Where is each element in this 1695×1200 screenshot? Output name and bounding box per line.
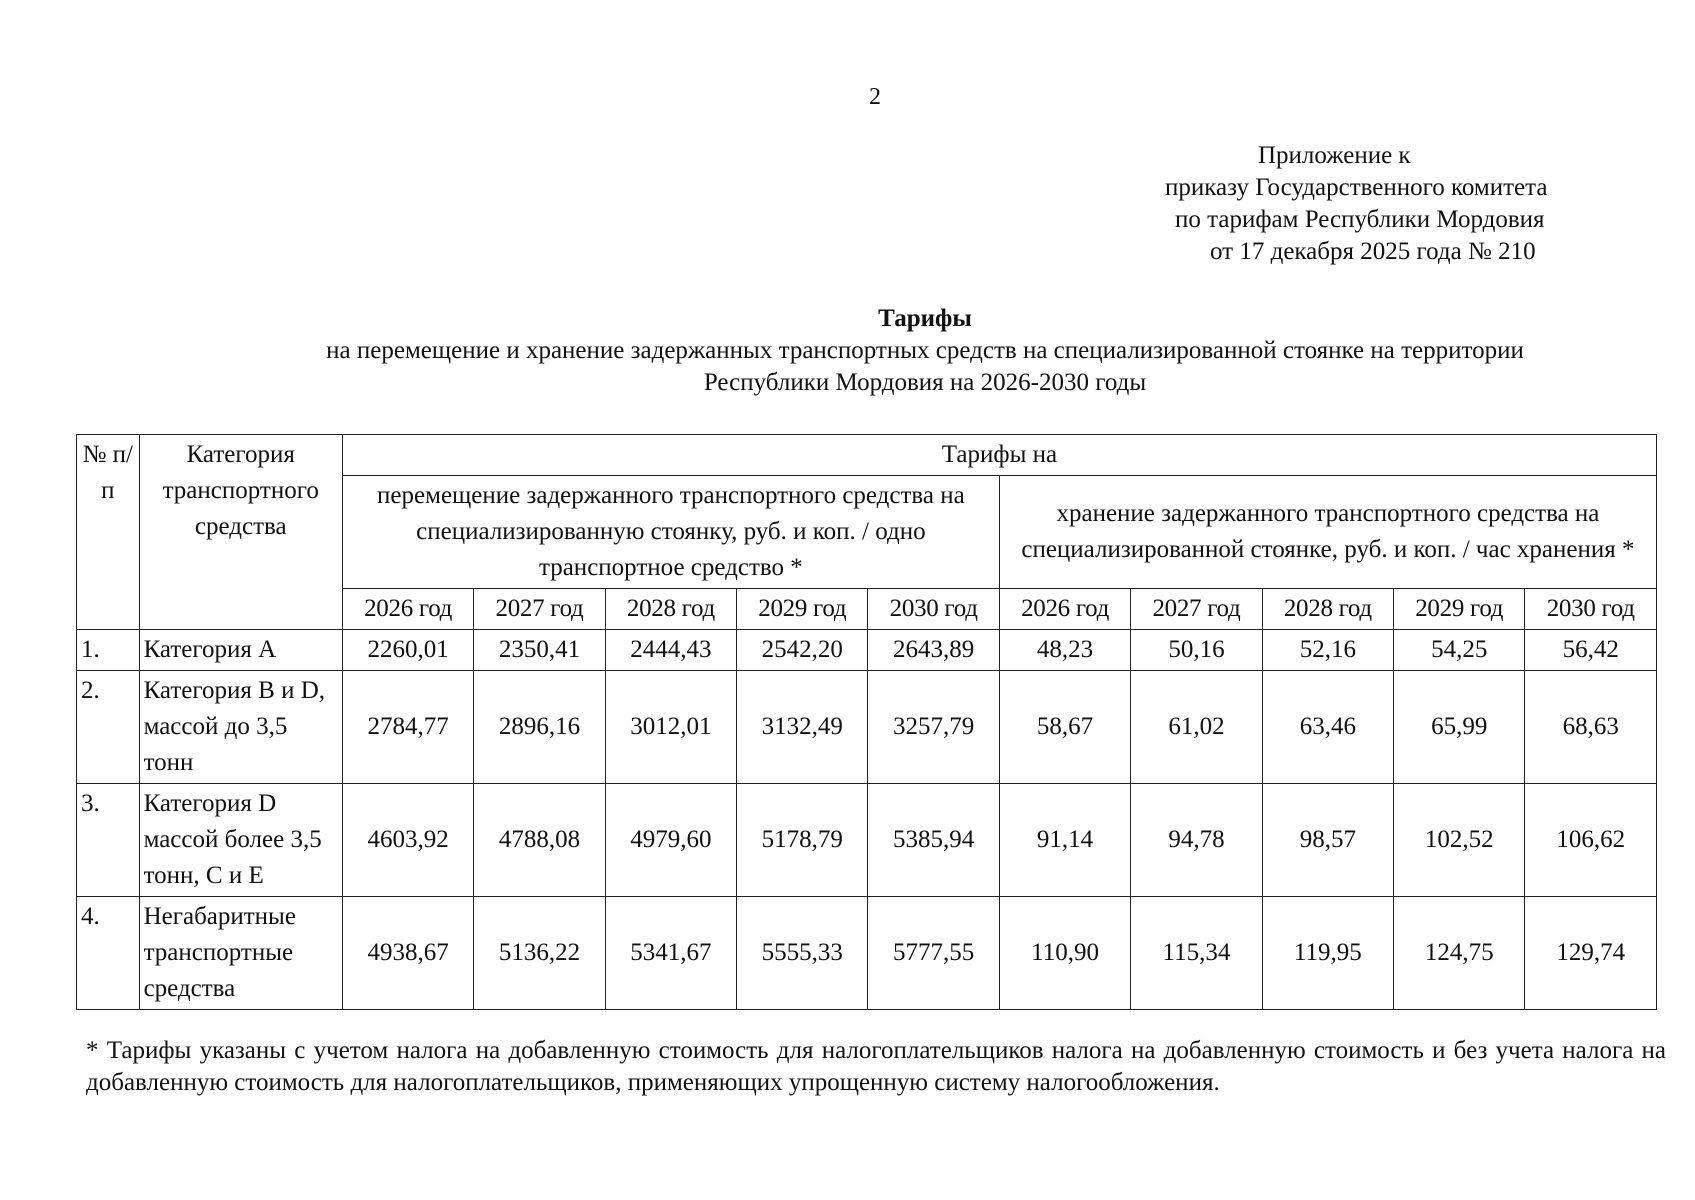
appendix-line: Приложение к	[1258, 142, 1411, 169]
moving-cell: 3012,01	[605, 671, 736, 784]
storage-cell: 98,57	[1262, 784, 1393, 897]
moving-cell: 5555,33	[737, 897, 868, 1010]
appendix-line: приказу Государственного комитета	[1165, 174, 1548, 201]
appendix-block	[1120, 140, 1640, 268]
header-year: 2030 год	[1525, 589, 1657, 630]
document-title	[230, 303, 1620, 399]
header-year: 2029 год	[737, 589, 868, 630]
moving-cell: 2896,16	[474, 671, 605, 784]
row-num: 1.	[77, 630, 140, 671]
page-number: 2	[869, 84, 881, 110]
moving-cell: 4979,60	[605, 784, 736, 897]
header-year: 2028 год	[605, 589, 736, 630]
storage-cell: 65,99	[1394, 671, 1525, 784]
row-num: 4.	[77, 897, 140, 1010]
table-row	[77, 784, 1657, 897]
storage-cell: 129,74	[1525, 897, 1657, 1010]
header-year: 2027 год	[474, 589, 605, 630]
moving-cell: 4603,92	[342, 784, 473, 897]
table-row	[77, 630, 1657, 671]
storage-cell: 91,14	[999, 784, 1130, 897]
moving-cell: 5341,67	[605, 897, 736, 1010]
title-heading: Тарифы	[878, 305, 972, 332]
moving-cell: 5777,55	[868, 897, 999, 1010]
appendix-line: по тарифам Республики Мордовия	[1175, 206, 1545, 233]
row-category: Категория В и D, массой до 3,5 тонн	[139, 671, 342, 784]
moving-cell: 5178,79	[737, 784, 868, 897]
header-storage: хранение задержанного транспортного средства на специализированной стоянке, руб. и коп. / час хранения *	[999, 476, 1656, 589]
header-year: 2027 год	[1131, 589, 1262, 630]
moving-cell: 2260,01	[342, 630, 473, 671]
row-num: 3.	[77, 784, 140, 897]
moving-cell: 5385,94	[868, 784, 999, 897]
storage-cell: 63,46	[1262, 671, 1393, 784]
storage-cell: 50,16	[1131, 630, 1262, 671]
header-category: Категория транспортного средства	[139, 435, 342, 630]
storage-cell: 119,95	[1262, 897, 1393, 1010]
table-row	[77, 897, 1657, 1010]
tariff-table	[76, 434, 1657, 1010]
header-moving: перемещение задержанного транспортного средства на специализированную стоянку, руб. и коп. / одно транспортное средство *	[342, 476, 999, 589]
row-num: 2.	[77, 671, 140, 784]
moving-cell: 2643,89	[868, 630, 999, 671]
moving-cell: 2542,20	[737, 630, 868, 671]
table-row	[77, 671, 1657, 784]
header-num: № п/п	[77, 435, 140, 630]
title-line: Республики Мордовия на 2026-2030 годы	[703, 369, 1147, 396]
storage-cell: 68,63	[1525, 671, 1657, 784]
storage-cell: 54,25	[1394, 630, 1525, 671]
header-year: 2028 год	[1262, 589, 1393, 630]
row-category: Негабаритные транспортные средства	[139, 897, 342, 1010]
storage-cell: 61,02	[1131, 671, 1262, 784]
header-year: 2029 год	[1394, 589, 1525, 630]
moving-cell: 3132,49	[737, 671, 868, 784]
storage-cell: 110,90	[999, 897, 1130, 1010]
storage-cell: 106,62	[1525, 784, 1657, 897]
moving-cell: 4788,08	[474, 784, 605, 897]
header-year: 2030 год	[868, 589, 999, 630]
storage-cell: 94,78	[1131, 784, 1262, 897]
header-row	[77, 435, 1657, 476]
row-category: Категория D массой более 3,5 тонн, С и Е	[139, 784, 342, 897]
header-tariffs-on: Тарифы на	[342, 435, 1656, 476]
moving-cell: 5136,22	[474, 897, 605, 1010]
footnote: * Тарифы указаны с учетом налога на добавленную стоимость для налогоплательщиков налога на добавленную стоимость и без учета налога на добавленную стоимость для налогоплательщиков, применяющих упрощенную систему налогообложения.	[86, 1037, 1666, 1096]
header-year: 2026 год	[999, 589, 1130, 630]
row-category: Категория А	[139, 630, 342, 671]
moving-cell: 3257,79	[868, 671, 999, 784]
storage-cell: 48,23	[999, 630, 1130, 671]
storage-cell: 102,52	[1394, 784, 1525, 897]
title-line: на перемещение и хранение задержанных транспортных средств на специализированной стоянке на территории	[326, 337, 1524, 364]
moving-cell: 2350,41	[474, 630, 605, 671]
moving-cell: 2444,43	[605, 630, 736, 671]
storage-cell: 52,16	[1262, 630, 1393, 671]
moving-cell: 2784,77	[342, 671, 473, 784]
moving-cell: 4938,67	[342, 897, 473, 1010]
storage-cell: 56,42	[1525, 630, 1657, 671]
storage-cell: 58,67	[999, 671, 1130, 784]
storage-cell: 115,34	[1131, 897, 1262, 1010]
header-year: 2026 год	[342, 589, 473, 630]
appendix-line: от 17 декабря 2025 года № 210	[1210, 238, 1536, 265]
storage-cell: 124,75	[1394, 897, 1525, 1010]
